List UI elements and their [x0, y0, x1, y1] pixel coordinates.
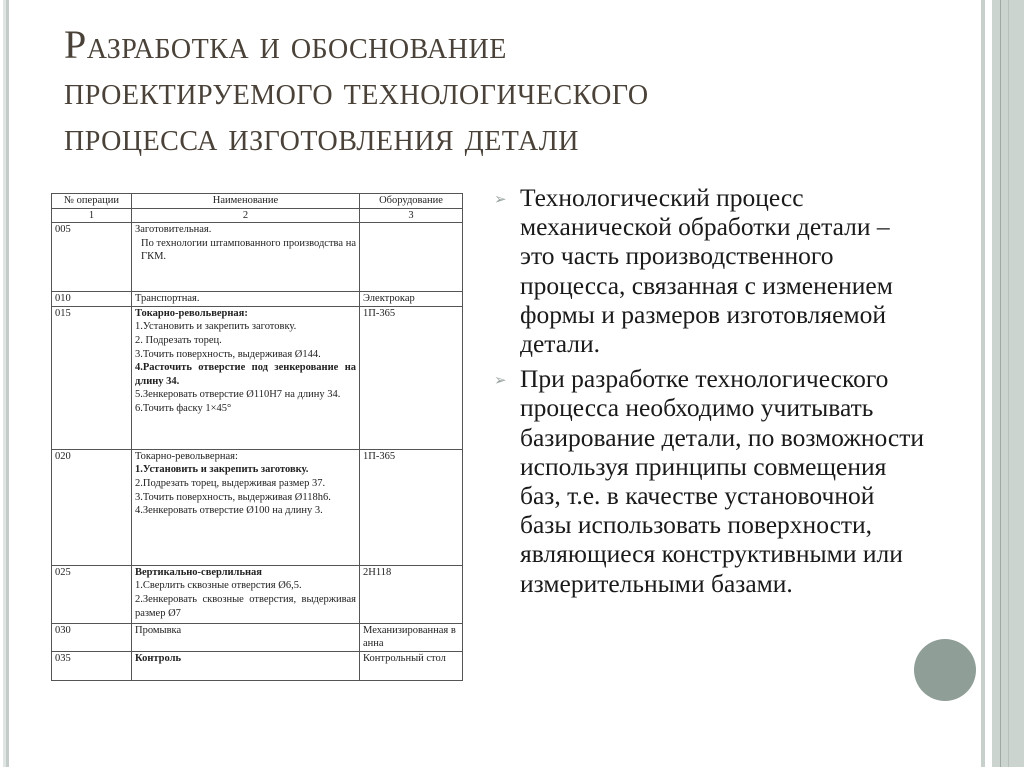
table-row — [52, 292, 463, 307]
op-step: Заготовительная. — [135, 224, 212, 236]
op-equipment — [360, 223, 463, 292]
bullet-item — [490, 183, 930, 358]
title-line: Разработка и обоснование — [64, 22, 507, 67]
op-equipment: Контрольный стол — [360, 651, 463, 680]
bullet-list — [490, 183, 930, 604]
op-name — [132, 449, 360, 565]
column-number: 1 — [52, 208, 132, 223]
op-step: Транспортная. — [135, 293, 200, 305]
op-number: 015 — [52, 306, 132, 449]
op-step: 1.Сверлить сквозные отверстия Ø6,5. — [135, 580, 302, 592]
op-name — [132, 223, 360, 292]
op-name — [132, 292, 360, 307]
arrow-bullet-icon: ➢ — [494, 190, 507, 208]
op-equipment: 1П-365 — [360, 449, 463, 565]
op-number: 005 — [52, 223, 132, 292]
right-stripe-thin — [981, 0, 985, 767]
op-number: 030 — [52, 623, 132, 651]
op-number: 035 — [52, 651, 132, 680]
op-step: По технологии штампованного производства на ГКМ. — [141, 237, 356, 263]
header-name: Наименование — [132, 194, 360, 209]
op-name — [132, 623, 360, 651]
op-number: 025 — [52, 565, 132, 623]
op-number: 020 — [52, 449, 132, 565]
op-step: 3.Точить поверхность, выдерживая Ø144. — [135, 348, 321, 360]
decorative-circle-icon — [914, 639, 976, 701]
op-step: 4.Расточить отверстие под зенкерование на длину 34. — [135, 362, 356, 387]
right-stripe-line-2 — [1008, 0, 1009, 767]
table-row — [52, 306, 463, 449]
right-stripe-line — [1000, 0, 1001, 767]
column-number: 2 — [132, 208, 360, 223]
title-line: проектируемого технологического — [64, 68, 649, 113]
op-step: Токарно-револьверная: — [135, 450, 238, 462]
table-row — [52, 223, 463, 292]
table-row — [52, 623, 463, 651]
op-step: 2. Подрезать торец. — [135, 334, 222, 346]
table-row — [52, 651, 463, 680]
op-step: 1.Установить и закрепить заготовку. — [135, 321, 297, 333]
op-step: 2.Подрезать торец, выдерживая размер 37. — [135, 477, 326, 489]
operations-table — [51, 193, 463, 681]
op-step: 5.Зенкеровать отверстие Ø110H7 на длину 34. — [135, 389, 341, 401]
left-stripe-dark — [6, 0, 9, 767]
bullet-text: При разработке технологического процесса необходимо учитывать базирование детали, по возможности используя принципы совмещения баз, т.е. в качестве установочной базы использовать поверхности, являющиеся конструктивными или измерительными базами. — [520, 364, 925, 598]
op-name — [132, 306, 360, 449]
bullet-item — [490, 364, 930, 598]
title-line: процесса изготовления детали — [64, 114, 579, 159]
op-equipment: Электрокар — [360, 292, 463, 307]
table-row — [52, 565, 463, 623]
op-step: 4.Зенкеровать отверстие Ø100 на длину 3. — [135, 505, 323, 517]
table-header-row — [52, 194, 463, 209]
header-equipment: Оборудование — [360, 194, 463, 209]
op-step: Вертикально-сверлильная — [135, 566, 262, 578]
op-name — [132, 651, 360, 680]
arrow-bullet-icon: ➢ — [494, 371, 507, 390]
bullet-text: Технологический процесс механической обработки детали – это часть производственного процесса, связанная с изменением формы и размеров изготовляемой детали. — [520, 183, 893, 359]
op-step: Промывка — [135, 624, 182, 636]
header-op-number: № операции — [52, 194, 132, 209]
op-step: 6.Точить фаску 1×45° — [135, 402, 232, 414]
column-number: 3 — [360, 208, 463, 223]
op-step: 2.Зенкеровать сквозные отверстия, выдерживая размер Ø7 — [135, 593, 356, 619]
op-equipment: Механизированная ванна — [360, 623, 463, 651]
op-equipment: 2Н118 — [360, 565, 463, 623]
column-number-row — [52, 208, 463, 223]
op-step: Контроль — [135, 652, 182, 664]
op-equipment: 1П-365 — [360, 306, 463, 449]
op-step: 1.Установить и закрепить заготовку. — [135, 464, 309, 476]
table-row — [52, 449, 463, 565]
op-step: 3.Точить поверхность, выдерживая Ø118h6. — [135, 491, 331, 503]
slide-title — [64, 22, 944, 160]
op-name — [132, 565, 360, 623]
op-step: Токарно-револьверная: — [135, 307, 248, 319]
op-number: 010 — [52, 292, 132, 307]
